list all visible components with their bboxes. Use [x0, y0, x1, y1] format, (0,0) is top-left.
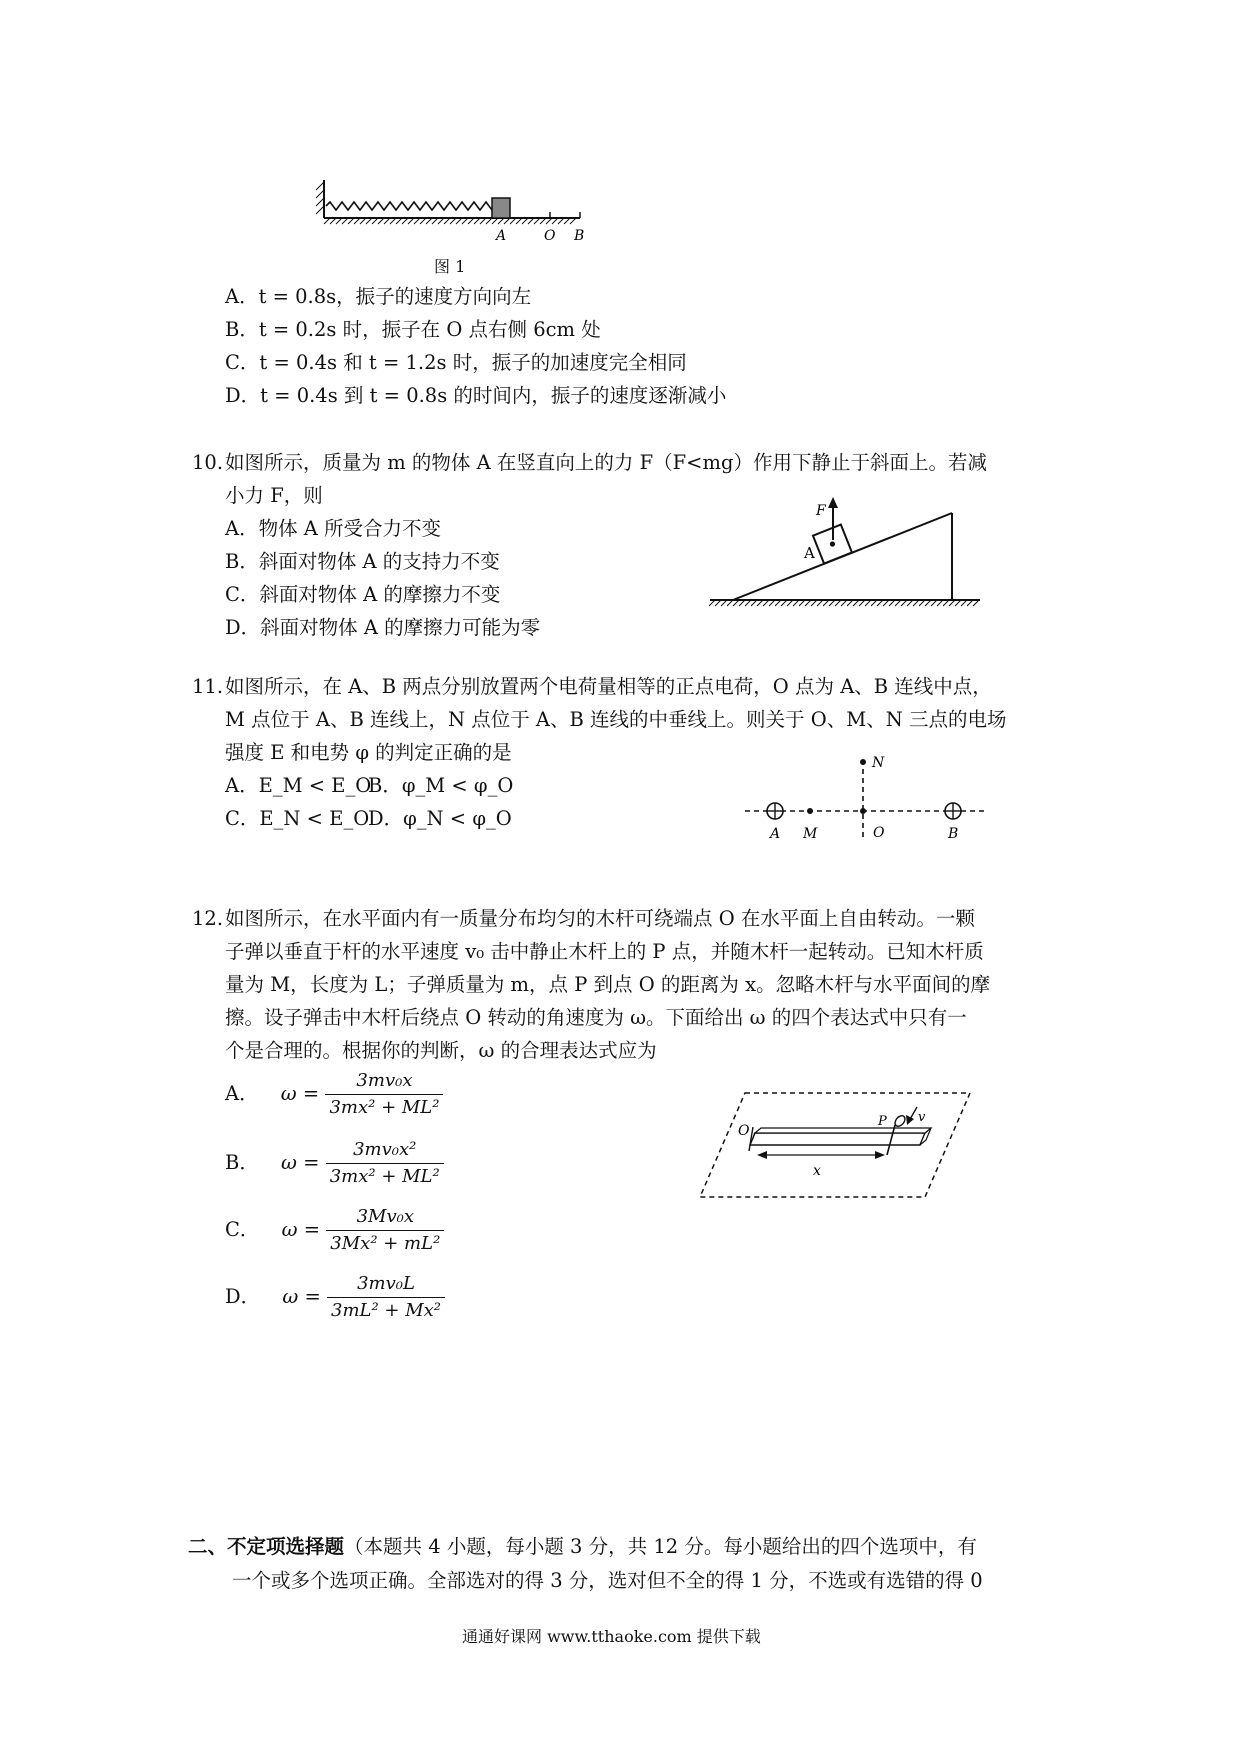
rod-label-v: v [918, 1110, 926, 1125]
q12-option-c-denominator: 3Mx² + mL² [330, 1233, 441, 1254]
q12-option-d [225, 1271, 445, 1324]
q12-option-c-label: C． [225, 1218, 260, 1241]
incline-label-F: F [816, 503, 826, 519]
rod-label-O: O [738, 1123, 750, 1139]
q10-number: 10. [192, 451, 224, 474]
fig1-label-A: A [496, 228, 507, 244]
q10-stem-line2: 小力 F，则 [225, 484, 323, 507]
fig1-label-B: B [574, 228, 585, 244]
q10-option-d: D．斜面对物体 A 的摩擦力可能为零 [225, 616, 541, 639]
q10-option-a: A．物体 A 所受合力不变 [225, 517, 442, 540]
q12-option-a-lhs: ω = [280, 1082, 320, 1105]
q11-stem-line3: 强度 E 和电势 φ 的判定正确的是 [225, 741, 512, 764]
q11-number: 11. [192, 675, 224, 698]
charges-label-A: A [770, 826, 781, 842]
q12-option-c [225, 1204, 444, 1257]
q11-option-d: D．φ_N < φ_O [368, 807, 512, 830]
q12-option-b [225, 1137, 444, 1190]
section2-line1 [188, 1532, 977, 1562]
charges-label-N: N [872, 755, 885, 771]
section2-line2: 一个或多个选项正确。全部选对的得 3 分，选对但不全的得 1 分，不选或有选错的得 0 [232, 1569, 983, 1592]
charges-label-B: B [948, 826, 959, 842]
q12-stem-line2: 子弹以垂直于杆的水平速度 v₀ 击中静止木杆上的 P 点，并随木杆一起转动。已知木杆质 [225, 940, 984, 963]
q12-option-b-fraction [326, 1137, 444, 1190]
q11-option-a: A．E_M < E_O [225, 774, 372, 797]
q12-option-a-numerator: 3mv₀x [325, 1068, 443, 1095]
section2-heading: 二、不定项选择题 [188, 1535, 345, 1558]
q11-stem-line2: M 点位于 A、B 连线上，N 点位于 A、B 连线的中垂线上。则关于 O、M、N 三点的电场 [225, 708, 1007, 731]
charges-label-O: O [873, 825, 885, 841]
fig1-caption: 图 1 [434, 257, 466, 276]
charges-label-M: M [803, 826, 818, 842]
q11-option-b: B．φ_M < φ_O [368, 774, 514, 797]
incline-label-A: A [804, 544, 815, 562]
q12-option-c-lhs: ω = [281, 1218, 321, 1241]
q9-option-d: D．t = 0.4s 到 t = 0.8s 的时间内，振子的速度逐渐减小 [225, 384, 727, 407]
q12-option-b-label: B． [225, 1151, 259, 1174]
q10-option-b: B．斜面对物体 A 的支持力不变 [225, 550, 500, 573]
rod-label-P: P [878, 1114, 887, 1129]
q12-stem-line3: 量为 M，长度为 L；子弹质量为 m，点 P 到点 O 的距离为 x。忽略木杆与水平面间的摩 [225, 973, 991, 996]
q9-option-a: A．t = 0.8s，振子的速度方向向左 [225, 285, 532, 308]
q12-stem-line1: 如图所示，在水平面内有一质量分布均匀的木杆可绕端点 O 在水平面上自由转动。一颗 [225, 907, 975, 930]
q12-option-d-numerator: 3mv₀L [327, 1271, 445, 1298]
q12-option-a-denominator: 3mx² + ML² [329, 1097, 440, 1118]
footer-text: 通通好课网 www.tthaoke.com 提供下载 [462, 1627, 761, 1646]
q12-option-d-lhs: ω = [282, 1285, 321, 1308]
q12-stem-line4: 擦。设子弹击中木杆后绕点 O 转动的角速度为 ω。下面给出 ω 的四个表达式中只有一 [225, 1006, 967, 1029]
q12-number: 12. [192, 907, 224, 930]
q12-option-a-fraction [325, 1068, 443, 1121]
q12-option-d-fraction [327, 1271, 445, 1324]
q12-option-a-label: A． [225, 1082, 259, 1105]
q11-stem-line1: 如图所示，在 A、B 两点分别放置两个电荷量相等的正点电荷，O 点为 A、B 连线中点， [225, 675, 992, 698]
q9-option-c: C．t = 0.4s 和 t = 1.2s 时，振子的加速度完全相同 [225, 351, 687, 374]
q12-option-b-lhs: ω = [281, 1151, 320, 1174]
fig1-label-O: O [544, 228, 556, 244]
q12-option-b-denominator: 3mx² + ML² [329, 1166, 440, 1187]
figure-incline [705, 495, 990, 615]
q9-option-b: B．t = 0.2s 时，振子在 O 点右侧 6cm 处 [225, 318, 601, 341]
q12-option-d-denominator: 3mL² + Mx² [331, 1300, 442, 1321]
figure-rod [695, 1085, 975, 1205]
rod-label-x: x [813, 1163, 821, 1179]
q12-option-d-label: D． [225, 1285, 261, 1308]
figure-1-spring [300, 170, 600, 265]
q12-option-b-numerator: 3mv₀x² [326, 1137, 444, 1164]
section2-line1-rest: （本题共 4 小题，每小题 3 分，共 12 分。每小题给出的四个选项中，有 [344, 1535, 977, 1558]
q12-stem-line5: 个是合理的。根据你的判断，ω 的合理表达式应为 [225, 1039, 657, 1062]
q11-option-c: C．E_N < E_O [225, 807, 370, 830]
q12-option-a [225, 1068, 443, 1121]
q10-stem-line1: 如图所示，质量为 m 的物体 A 在竖直向上的力 F（F<mg）作用下静止于斜面上。若减 [225, 451, 987, 474]
q12-option-c-numerator: 3Mv₀x [326, 1204, 444, 1231]
q10-option-c: C．斜面对物体 A 的摩擦力不变 [225, 583, 501, 606]
q12-option-c-fraction [326, 1204, 444, 1257]
figure-charges [740, 745, 990, 845]
